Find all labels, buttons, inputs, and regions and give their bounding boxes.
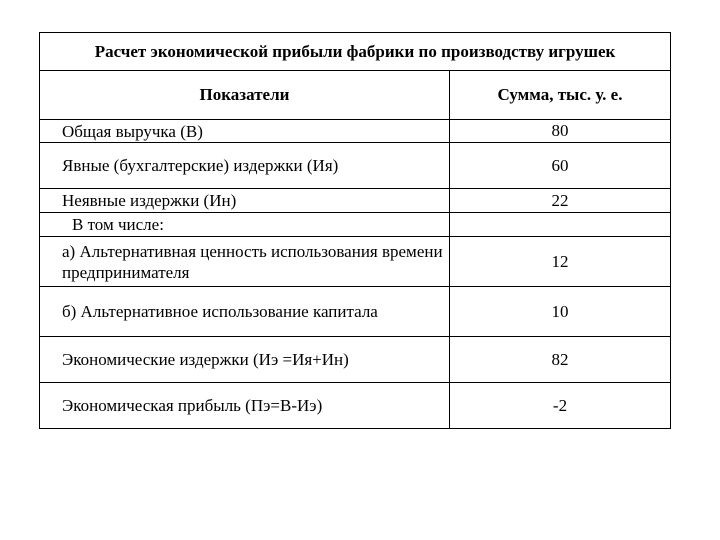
table-row [40,120,671,143]
row-value: 12 [450,237,671,287]
column-header-amount: Сумма, тыс. у. е. [450,71,671,120]
table-row [40,213,671,237]
row-label: Экономическая прибыль (Пэ=В-Иэ) [40,383,450,429]
row-label: В том числе: [40,213,450,237]
table-row [40,189,671,213]
row-label: Общая выручка (В) [40,120,450,143]
table-row [40,383,671,429]
row-value [450,213,671,237]
row-label: а) Альтернативная ценность использования времени предпринимателя [40,237,450,287]
row-label: Экономические издержки (Иэ =Ия+Ин) [40,337,450,383]
row-value: 80 [450,120,671,143]
row-label: Неявные издержки (Ин) [40,189,450,213]
row-value: -2 [450,383,671,429]
row-label: б) Альтернативное использование капитала [40,287,450,337]
row-value: 82 [450,337,671,383]
row-value: 60 [450,143,671,189]
table-row [40,337,671,383]
table-row [40,287,671,337]
row-value: 22 [450,189,671,213]
profit-table [39,32,671,429]
table-title-row [40,33,671,71]
row-label: Явные (бухгалтерские) издержки (Ия) [40,143,450,189]
column-header-indicators: Показатели [40,71,450,120]
table-row [40,143,671,189]
table-header-row [40,71,671,120]
table-title: Расчет экономической прибыли фабрики по производству игрушек [40,33,671,71]
profit-table-container [39,32,670,429]
table-row [40,237,671,287]
row-value: 10 [450,287,671,337]
